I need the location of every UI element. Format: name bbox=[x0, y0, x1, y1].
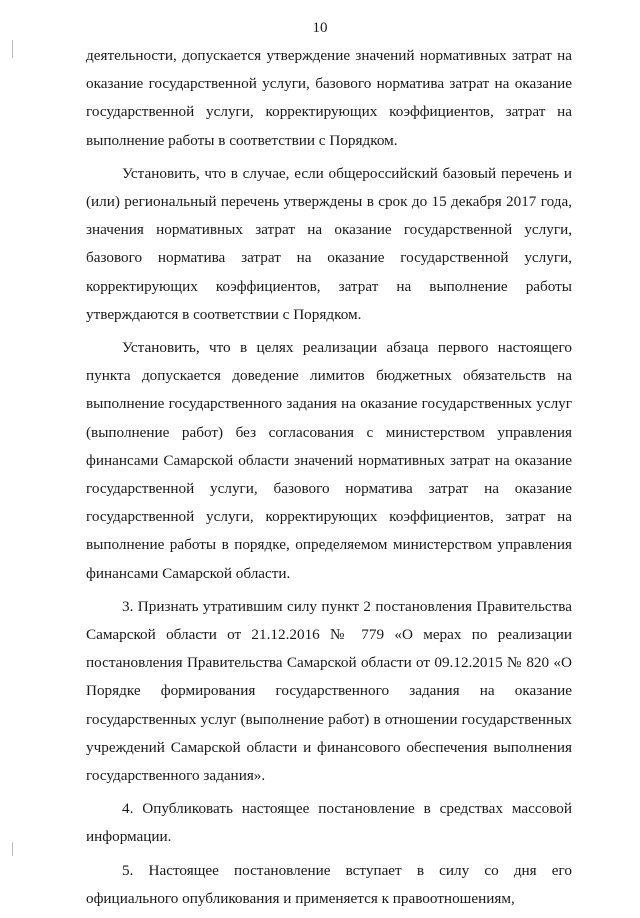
paragraph-base-list-deadline: Установить, что в случае, если общероссийский базовый перечень и (или) региональный перечень утверждены в срок до 15 декабря 2017 года, значения нормативных затрат на оказание государственной услуги, базового норматива затрат на оказание государственной услуги, корректирующих коэффициентов, затрат на выполнение работы утверждаются в соответствии с Порядком. bbox=[86, 164, 572, 323]
page-number: 10 bbox=[312, 20, 328, 36]
paragraph-item-4: 4. Опубликовать настоящее постановление в средствах массовой информации. bbox=[86, 800, 572, 846]
document-body bbox=[86, 42, 572, 918]
paragraph-budget-limits: Установить, что в целях реализации абзаца первого настоящего пункта допускается доведение лимитов бюджетных обязательств на выполнение государственного задания на оказание государственных услуг (выполнение работ) без согласования с министерством управления финансами Самарской области значений нормативных затрат на оказание государственной услуги, базового норматива затрат на оказание государственной услуги, корректирующих коэффициентов, затрат на выполнение работы в порядке, определяемом министерством управления финансами Самарской области. bbox=[86, 339, 572, 582]
paragraph-item-5: 5. Настоящее постановление вступает в силу со дня его официального опубликования и применяется к правоотношениям, bbox=[86, 861, 572, 907]
scan-edge-mark-top bbox=[12, 40, 13, 58]
paragraph-item-3: 3. Признать утратившим силу пункт 2 постановления Правительства Самарской области от 21.12.2016 № 779 «О мерах по реализации постановления Правительства Самарской области от 09.12.2015 № 820 «О Порядке формирования государственного задания на оказание государственных услуг (выполнение работ) в отношении государственных учреждений Самарской области и финансового обеспечения выполнения государственного задания». bbox=[86, 597, 572, 785]
scan-edge-mark-bottom bbox=[12, 842, 13, 856]
paragraph-continuation: деятельности, допускается утверждение значений нормативных затрат на оказание государственной услуги, базового норматива затрат на оказание государственной услуги, корректирующих коэффициентов, затрат на выполнение работы в соответствии с Порядком. bbox=[86, 47, 572, 149]
